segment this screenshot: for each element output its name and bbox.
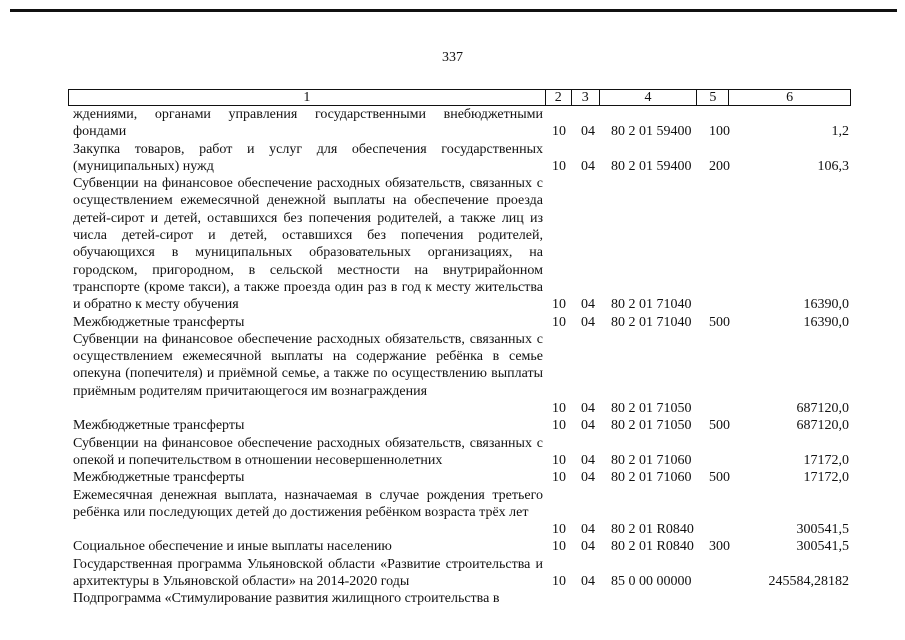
table-row xyxy=(0,106,905,141)
row-target-code: 80 2 01 71060 xyxy=(611,470,692,486)
row-section: 10 xyxy=(552,539,566,555)
row-amount: 106,3 xyxy=(817,158,849,174)
row-target-code: 80 2 01 59400 xyxy=(611,124,692,140)
row-subsection: 04 xyxy=(581,522,595,538)
row-description: Субвенции на финансовое обеспечение расходных обязательств, связанных с опекой и попечительством в отношении несовершеннолетних xyxy=(73,435,543,468)
row-target-code: 80 2 01 71050 xyxy=(611,401,692,417)
row-amount: 16390,0 xyxy=(803,297,849,313)
top-border-rule xyxy=(10,9,897,12)
row-expense-type: 200 xyxy=(709,158,730,174)
row-amount: 1,2 xyxy=(831,124,849,140)
table-row xyxy=(0,435,905,470)
row-section: 10 xyxy=(552,418,566,434)
table-header xyxy=(68,89,851,106)
row-description: Закупка товаров, работ и услуг для обеспечения государственных (муниципальных) нужд xyxy=(73,141,543,174)
row-subsection: 04 xyxy=(581,401,595,417)
header-col-6: 6 xyxy=(786,90,794,105)
row-section: 10 xyxy=(552,452,566,468)
row-subsection: 04 xyxy=(581,124,595,140)
row-section: 10 xyxy=(552,314,566,330)
header-col-5: 5 xyxy=(697,90,729,105)
row-expense-type: 500 xyxy=(709,418,730,434)
header-col-2: 2 xyxy=(546,90,572,105)
row-expense-type: 100 xyxy=(709,124,730,140)
table-row xyxy=(0,141,905,176)
row-description: Субвенции на финансовое обеспечение расходных обязательств, связанных с осуществлением ежемесячной выплаты на содержание ребёнка в семье опекуна (попечителя) и приёмной семье, а также по осуществлению выплаты приёмным родителям причитающегося им вознаграждения xyxy=(73,331,543,399)
row-target-code: 80 2 01 71050 xyxy=(611,418,692,434)
row-subsection: 04 xyxy=(581,418,595,434)
row-section: 10 xyxy=(552,158,566,174)
row-target-code: 80 2 01 R0840 xyxy=(611,539,694,555)
row-subsection: 04 xyxy=(581,452,595,468)
row-amount: 245584,28182 xyxy=(768,574,849,590)
table-row xyxy=(0,556,905,591)
row-amount: 687120,0 xyxy=(796,418,849,434)
row-amount: 687120,0 xyxy=(796,401,849,417)
row-section: 10 xyxy=(552,297,566,313)
row-amount: 300541,5 xyxy=(796,522,849,538)
header-col-4: 4 xyxy=(600,90,698,105)
row-description: Социальное обеспечение и иные выплаты населению xyxy=(73,539,392,555)
row-subsection: 04 xyxy=(581,539,595,555)
table-row xyxy=(0,314,905,331)
row-section: 10 xyxy=(552,470,566,486)
row-description: Межбюджетные трансферты xyxy=(73,470,245,486)
table-row xyxy=(0,469,905,486)
row-section: 10 xyxy=(552,401,566,417)
row-subsection: 04 xyxy=(581,470,595,486)
row-amount: 300541,5 xyxy=(796,539,849,555)
row-target-code: 80 2 01 R0840 xyxy=(611,522,694,538)
table-row xyxy=(0,590,905,607)
row-expense-type: 300 xyxy=(709,539,730,555)
row-description: Подпрограмма «Стимулирование развития жилищного строительства в xyxy=(73,591,500,607)
row-description: Межбюджетные трансферты xyxy=(73,314,245,330)
row-target-code: 80 2 01 71040 xyxy=(611,314,692,330)
row-description: ждениями, органами управления государственными внебюджетными фондами xyxy=(73,107,543,140)
row-subsection: 04 xyxy=(581,574,595,590)
row-expense-type: 500 xyxy=(709,470,730,486)
table-row xyxy=(0,175,905,313)
row-subsection: 04 xyxy=(581,297,595,313)
row-expense-type: 500 xyxy=(709,314,730,330)
row-subsection: 04 xyxy=(581,314,595,330)
table-row xyxy=(0,417,905,434)
row-target-code: 80 2 01 71060 xyxy=(611,452,692,468)
row-target-code: 80 2 01 59400 xyxy=(611,158,692,174)
row-amount: 17172,0 xyxy=(803,452,849,468)
table-row xyxy=(0,487,905,539)
row-section: 10 xyxy=(552,124,566,140)
row-target-code: 80 2 01 71040 xyxy=(611,297,692,313)
header-col-1: 1 xyxy=(69,90,546,105)
row-section: 10 xyxy=(552,522,566,538)
row-amount: 16390,0 xyxy=(803,314,849,330)
row-description: Государственная программа Ульяновской области «Развитие строительства и архитектуры в Ульяновской области» на 2014-2020 годы xyxy=(73,556,543,590)
header-col-3: 3 xyxy=(572,90,600,105)
row-amount: 17172,0 xyxy=(803,470,849,486)
row-description: Межбюджетные трансферты xyxy=(73,418,245,434)
row-subsection: 04 xyxy=(581,158,595,174)
row-description: Субвенции на финансовое обеспечение расходных обязательств, связанных с осуществлением ежемесячной денежной выплаты на обеспечение проезда детей-сирот и детей, оставшихся без попечения родителей, а также лиц из числа детей-сирот и детей, оставшихся без попечения родителей, обучающихся в муниципальных образовательных организациях, на городском, пригородном, в сельской местности на внутрирайонном транспорте (кроме такси), а также проезда один раз в год к месту жительства и обратно к месту обучения xyxy=(73,176,543,313)
table-row xyxy=(0,331,905,418)
table-row xyxy=(0,538,905,555)
row-section: 10 xyxy=(552,574,566,590)
table-body xyxy=(0,106,905,608)
row-target-code: 85 0 00 00000 xyxy=(611,574,692,590)
page-number: 337 xyxy=(442,50,463,65)
row-description: Ежемесячная денежная выплата, назначаемая в случае рождения третьего ребёнка или последующих детей до достижения ребёнком возраста трёх лет xyxy=(73,487,543,520)
